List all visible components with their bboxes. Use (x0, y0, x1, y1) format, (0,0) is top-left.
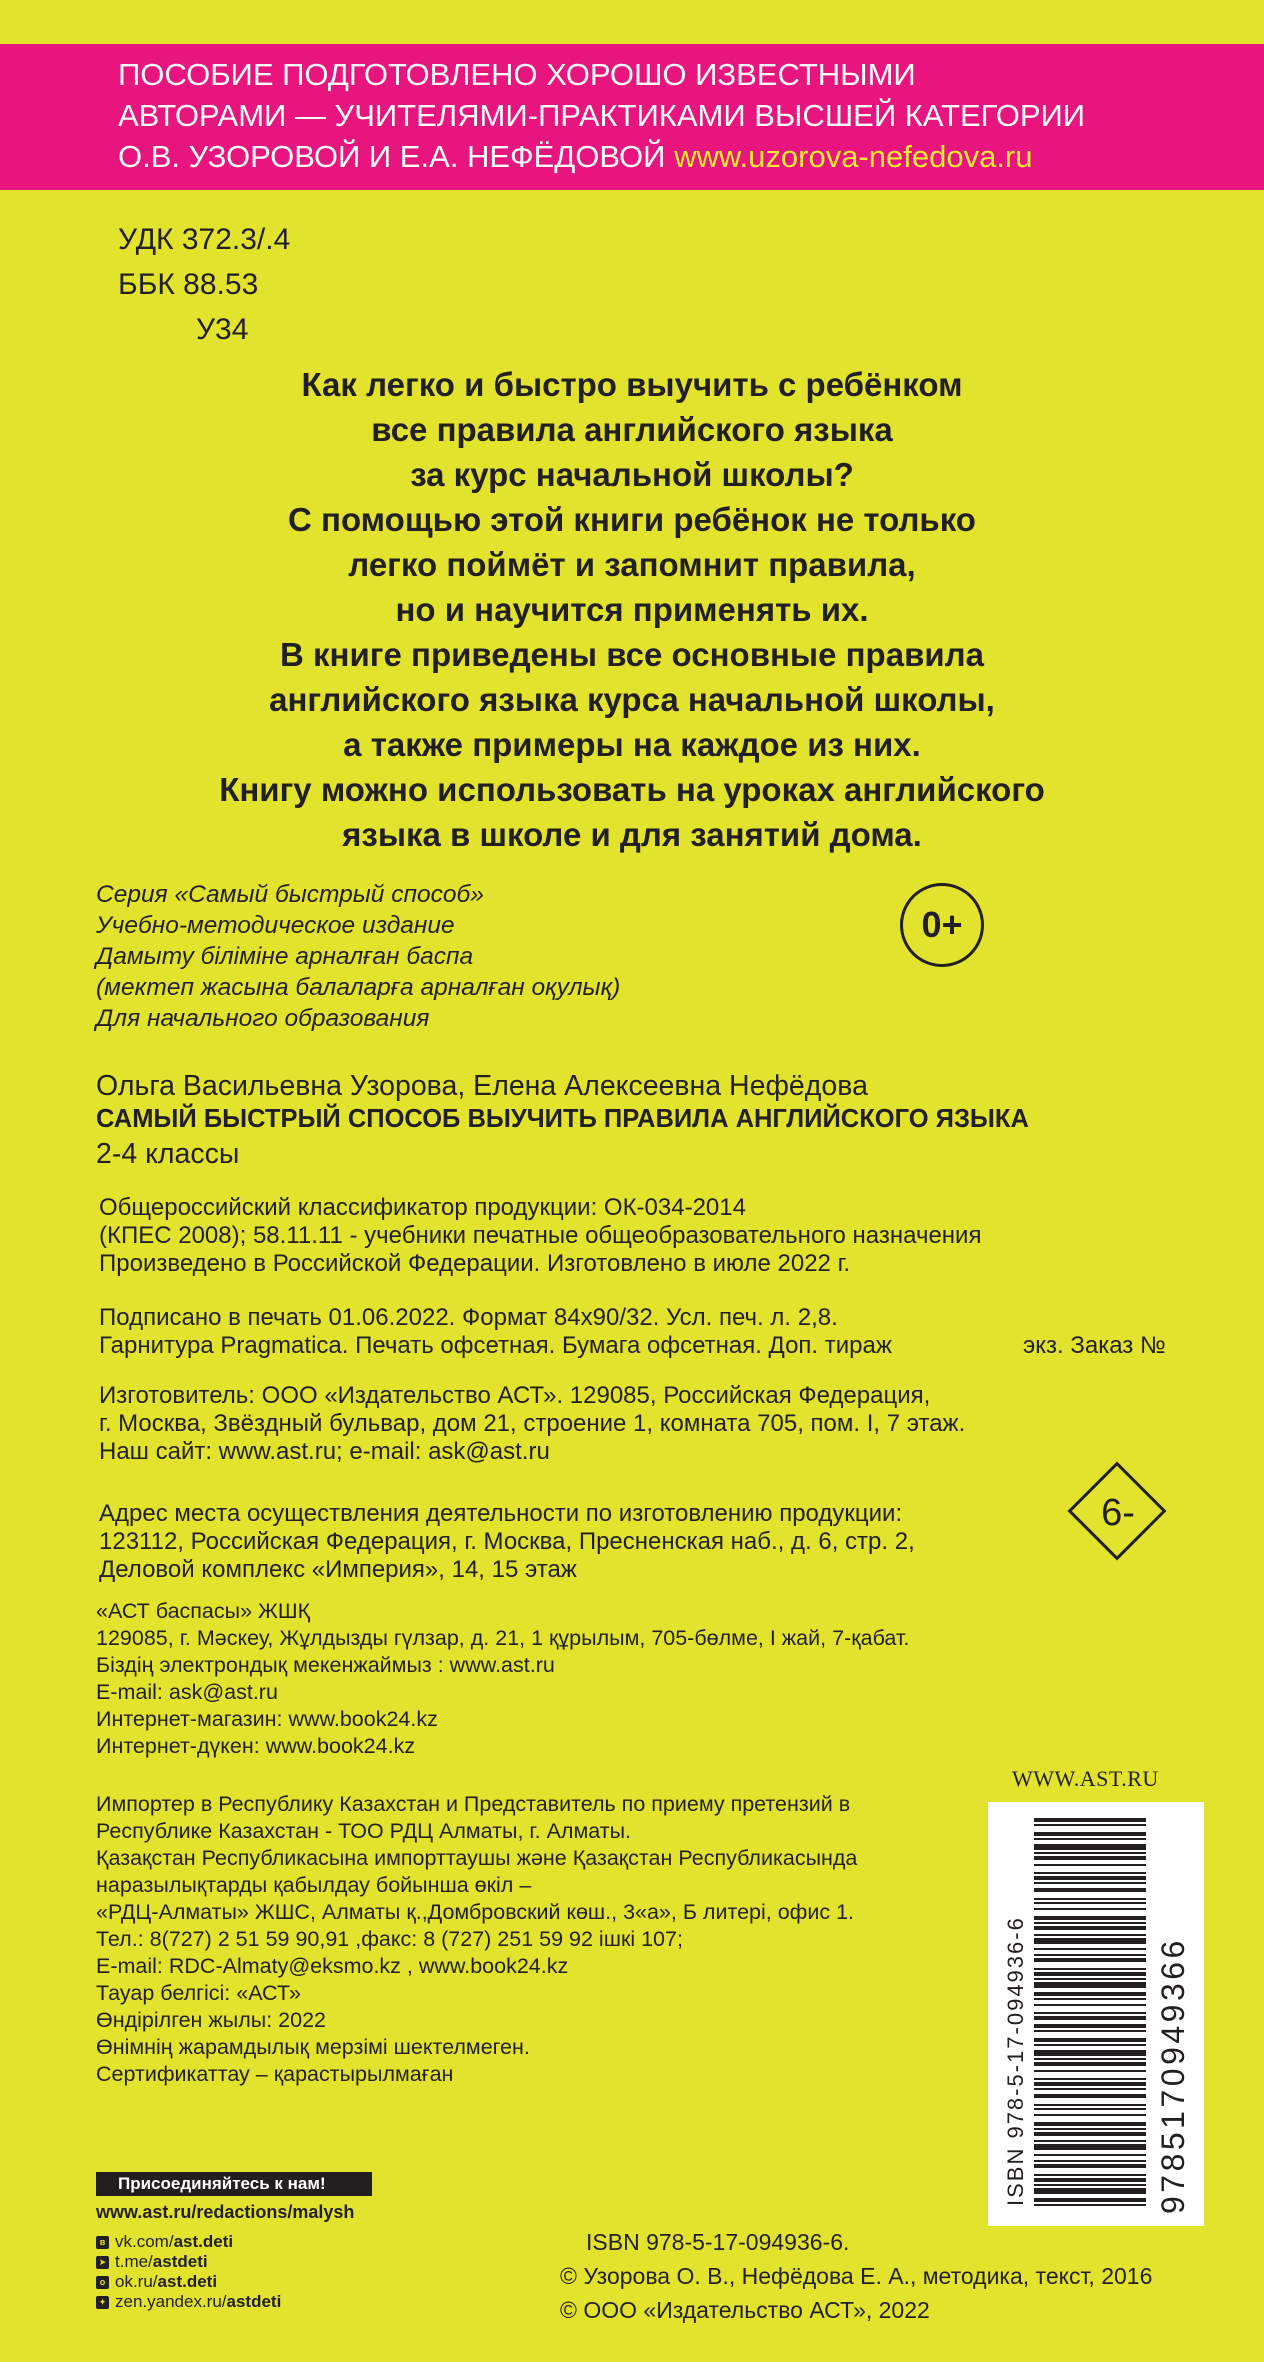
barcode-bar (1034, 1982, 1146, 1988)
barcode-bar (1034, 1902, 1146, 1904)
description-line: английского языка курса начальной школы, (269, 681, 995, 718)
importer-line: E-mail: RDC-Almaty@eksmo.kz , www.book24.kz (96, 1954, 569, 1978)
classifier-line: (КПЕС 2008); 58.11.11 - учебники печатные общеобразовательного назначения (99, 1222, 982, 1249)
social-link-vk[interactable] (96, 2232, 281, 2252)
address-block (99, 1500, 915, 1584)
barcode-bar (1034, 1938, 1146, 1944)
barcode-svg (988, 1802, 1204, 2226)
barcode-bar (1034, 2204, 1146, 2206)
author-code: У34 (196, 313, 249, 346)
book-description (0, 362, 1264, 857)
series-line: Учебно-методическое издание (96, 912, 455, 939)
barcode-bars (1034, 1818, 1146, 2206)
importer-line: Тел.: 8(727) 2 51 59 90,91 ,факс: 8 (727) 251 59 92 ішкі 107; (96, 1927, 683, 1951)
authors-banner (0, 44, 1264, 190)
barcode-bar (1034, 1838, 1146, 1840)
description-line: С помощью этой книги ребёнок не только (288, 501, 976, 538)
importer-line: Өнімнің жарамдылық мерзімі шектелмеген. (96, 2035, 530, 2059)
barcode-bar (1034, 1832, 1146, 1836)
barcode-bar (1034, 2174, 1146, 2176)
book-grades: 2-4 классы (96, 1138, 240, 1170)
importer-line: «РДЦ-Алматы» ЖШС, Алматы қ.,Домбровский көш., 3«а», Б литері, офис 1. (96, 1900, 855, 1924)
barcode-bar (1034, 1856, 1146, 1860)
barcode-bar (1034, 2094, 1146, 2098)
barcode-bar (1034, 2188, 1146, 2194)
social-handle: ast.deti (157, 2272, 218, 2291)
manufacturer-line: Изготовитель: ООО «Издательство АСТ». 129085, Российская Федерация, (99, 1382, 931, 1409)
importer-line: Қазақстан Республикасына импорттаушы және Қазақстан Республикасында (96, 1846, 858, 1870)
barcode-bar (1034, 2140, 1146, 2142)
zen-icon: ✦ (96, 2296, 109, 2309)
classifier-line: Произведено в Российской Федерации. Изготовлено в июле 2022 г. (99, 1250, 851, 1277)
barcode-bar (1034, 1908, 1146, 1910)
classifier-block (99, 1194, 981, 1278)
importer-line: наразылықтарды қабылдау бойынша өкіл – (96, 1873, 532, 1897)
print-line: Гарнитура Pragmatica. Печать офсетная. Бумага офсетная. Доп. тираж (99, 1332, 892, 1359)
importer-line: Сертификаттау – қарастырылмаған (96, 2062, 454, 2086)
social-prefix: t.me/ (115, 2252, 153, 2271)
importer-line: Тауар белгісі: «АСТ» (96, 1981, 302, 2005)
description-line: но и научится применять их. (395, 591, 869, 628)
social-handle: astdeti (226, 2292, 282, 2311)
manufacturer-line: г. Москва, Звёздный бульвар, дом 21, строение 1, комната 705, пом. I, 7 этаж. (99, 1410, 966, 1437)
social-prefix: vk.com/ (115, 2232, 174, 2251)
description-line: легко поймёт и запомнит правила, (348, 546, 916, 583)
barcode-bar (1034, 1882, 1146, 1884)
copyright-line: © Узорова О. В., Нефёдова Е. А., методика, текст, 2016 (560, 2263, 1153, 2289)
barcode-bar (1034, 2062, 1146, 2066)
description-line: за курс начальной школы? (410, 456, 854, 493)
kz-line: Интернет-магазин: www.book24.kz (96, 1707, 438, 1731)
copyright-block (560, 2225, 1152, 2327)
description-line: а также примеры на каждое из них. (343, 726, 921, 763)
barcode-bar (1034, 1978, 1146, 1980)
barcode-bar (1034, 2198, 1146, 2202)
social-links (96, 2232, 281, 2312)
banner-url[interactable]: www.uzorova-nefedova.ru (674, 139, 1033, 174)
barcode-bar (1034, 2038, 1146, 2042)
social-link-telegram[interactable] (96, 2252, 281, 2272)
vk-icon: в (96, 2236, 109, 2249)
description-line: Как легко и быстро выучить с ребёнком (301, 366, 963, 403)
barcode-bar (1034, 2050, 1146, 2056)
barcode-bar (1034, 1898, 1146, 1900)
manufacturer-line: Наш сайт: www.ast.ru; e-mail: ask@ast.ru (99, 1438, 550, 1465)
series-line: (мектеп жасына балаларға арналған оқулық) (96, 974, 621, 1001)
social-link-ok[interactable] (96, 2272, 281, 2292)
manufacturer-block (99, 1382, 965, 1466)
ok-icon: o (96, 2276, 109, 2289)
importer-line: Республике Казахстан - ТОО РДЦ Алматы, г. Алматы. (96, 1819, 631, 1843)
join-us-label: Присоединяйтесь к нам! (96, 2172, 372, 2196)
barcode-bar (1034, 1948, 1146, 1950)
barcode-bar (1034, 1968, 1146, 1970)
importer-line: Өндірілген жылы: 2022 (96, 2008, 326, 2032)
barcode-bar (1034, 2144, 1146, 2150)
description-line: все правила английского языка (371, 411, 893, 448)
social-link-zen[interactable] (96, 2292, 281, 2312)
social-prefix: ok.ru/ (115, 2272, 158, 2291)
barcode-bar (1034, 2078, 1146, 2080)
importer-block (96, 1791, 857, 2088)
barcode-bar (1034, 2004, 1146, 2006)
description-line: языка в школе и для занятий дома. (342, 816, 922, 853)
book-authors: Ольга Васильевна Узорова, Елена Алексеевна Нефёдова (96, 1070, 868, 1102)
banner-line-3: О.В. УЗОРОВОЙ И Е.А. НЕФЁДОВОЙ www.uzorova-nefedova.ru (118, 139, 1033, 174)
barcode-bar (1034, 2128, 1146, 2130)
social-handle: ast.deti (173, 2232, 234, 2251)
barcode-bar (1034, 1872, 1146, 1874)
barcode-bar (1034, 2122, 1146, 2126)
barcode-digits: 9785170949366 (1155, 1937, 1191, 2214)
kz-line: Біздің электрондық мекенжаймыз : www.ast.ru (96, 1653, 555, 1677)
age-rating-badge: 0+ (900, 883, 984, 967)
classifier-line: Общероссийский классификатор продукции: ОК-034-2014 (99, 1194, 746, 1221)
barcode-bar (1034, 2030, 1146, 2032)
bbk-code: ББК 88.53 (118, 268, 259, 301)
site-url[interactable]: WWW.AST.RU (1012, 1766, 1159, 1791)
copyright-isbn: ISBN 978-5-17-094936-6. (586, 2229, 850, 2255)
barcode-bar (1034, 1864, 1146, 1866)
barcode-bar (1034, 2108, 1146, 2110)
address-line: Деловой комплекс «Империя», 14, 15 этаж (99, 1556, 577, 1583)
series-line: Серия «Самый быстрый способ» (96, 881, 484, 908)
print-order: экз. Заказ № (1023, 1332, 1166, 1359)
barcode-bar (1034, 1844, 1146, 1850)
telegram-icon: ➤ (96, 2256, 109, 2269)
barcode-bar (1034, 2044, 1146, 2046)
print-info (99, 1304, 892, 1360)
description-line: Книгу можно использовать на уроках английского (219, 771, 1045, 808)
barcode-bar (1034, 2058, 1146, 2060)
book-title: САМЫЙ БЫСТРЫЙ СПОСОБ ВЫУЧИТЬ ПРАВИЛА АНГЛИЙСКОГО ЯЗЫКА (96, 1105, 1029, 1133)
kz-line: E-mail: ask@ast.ru (96, 1680, 278, 1704)
barcode-bar (1034, 2160, 1146, 2162)
barcode-bar (1034, 1934, 1146, 1936)
barcode-bar (1034, 1926, 1146, 1930)
barcode-bar (1034, 1922, 1146, 1924)
isbn-barcode (988, 1802, 1204, 2226)
barcode-bar (1034, 1824, 1146, 1826)
address-line: Адрес места осуществления деятельности по изготовлению продукции: (99, 1500, 903, 1527)
kz-line: «АСТ баспасы» ЖШҚ (96, 1599, 311, 1623)
social-handle: astdeti (152, 2252, 208, 2271)
barcode-bar (1034, 1876, 1146, 1880)
udk-code: УДК 372.3/.4 (118, 223, 291, 256)
barcode-bar (1034, 1916, 1146, 1920)
banner-line-1: ПОСОБИЕ ПОДГОТОВЛЕНО ХОРОШО ИЗВЕСТНЫМИ (118, 57, 916, 92)
barcode-bar (1034, 1888, 1146, 1892)
kz-publisher-block (96, 1598, 909, 1760)
barcode-bar (1034, 1992, 1146, 1996)
barcode-bar (1034, 1852, 1146, 1854)
barcode-bar (1034, 2154, 1146, 2156)
barcode-bar (1034, 2164, 1146, 2168)
barcode-bar (1034, 1972, 1146, 1976)
series-info (96, 879, 620, 1034)
barcode-bar (1034, 1958, 1146, 1962)
print-line: Подписано в печать 01.06.2022. Формат 84х90/32. Усл. печ. л. 2,8. (99, 1304, 838, 1331)
social-prefix: zen.yandex.ru/ (115, 2292, 227, 2311)
kz-line: 129085, г. Мәскеу, Жұлдызды гүлзар, д. 21, 1 құрылым, 705-бөлме, I жай, 7-қабат. (96, 1626, 910, 1650)
barcode-bar (1034, 2104, 1146, 2106)
banner-line-2: АВТОРАМИ — УЧИТЕЛЯМИ-ПРАКТИКАМИ ВЫСШЕЙ КАТЕГОРИИ (118, 98, 1086, 133)
barcode-bar (1034, 2070, 1146, 2072)
importer-line: Импортер в Республику Казахстан и Представитель по приему претензий в (96, 1792, 851, 1816)
series-line: Для начального образования (96, 1005, 430, 1032)
barcode-bar (1034, 1998, 1146, 2000)
kz-line: Интернет-дүкен: www.book24.kz (96, 1734, 416, 1758)
barcode-isbn-text: ISBN 978-5-17-094936-6 (1003, 1916, 1028, 2206)
description-line: В книге приведены все основные правила (280, 636, 984, 673)
age-mark-label: 6- (1101, 1492, 1135, 1534)
barcode-bar (1034, 2082, 1146, 2086)
barcode-bar (1034, 2132, 1146, 2136)
copyright-line: © ООО «Издательство АСТ», 2022 (560, 2297, 930, 2323)
series-line: Дамыту біліміне арналған баспа (96, 943, 474, 970)
barcode-bar (1034, 2016, 1146, 2020)
barcode-bar (1034, 1954, 1146, 1956)
barcode-bar (1034, 2024, 1146, 2028)
barcode-bar (1034, 1818, 1146, 1822)
barcode-bar (1034, 2114, 1146, 2116)
address-line: 123112, Российская Федерация, г. Москва, Пресненская наб., д. 6, стр. 2, (99, 1528, 915, 1555)
join-url[interactable]: www.ast.ru/redactions/malysh (96, 2202, 355, 2222)
barcode-bar (1034, 2088, 1146, 2090)
barcode-bar (1034, 2184, 1146, 2186)
barcode-bar (1034, 2178, 1146, 2182)
barcode-bar (1034, 2012, 1146, 2014)
